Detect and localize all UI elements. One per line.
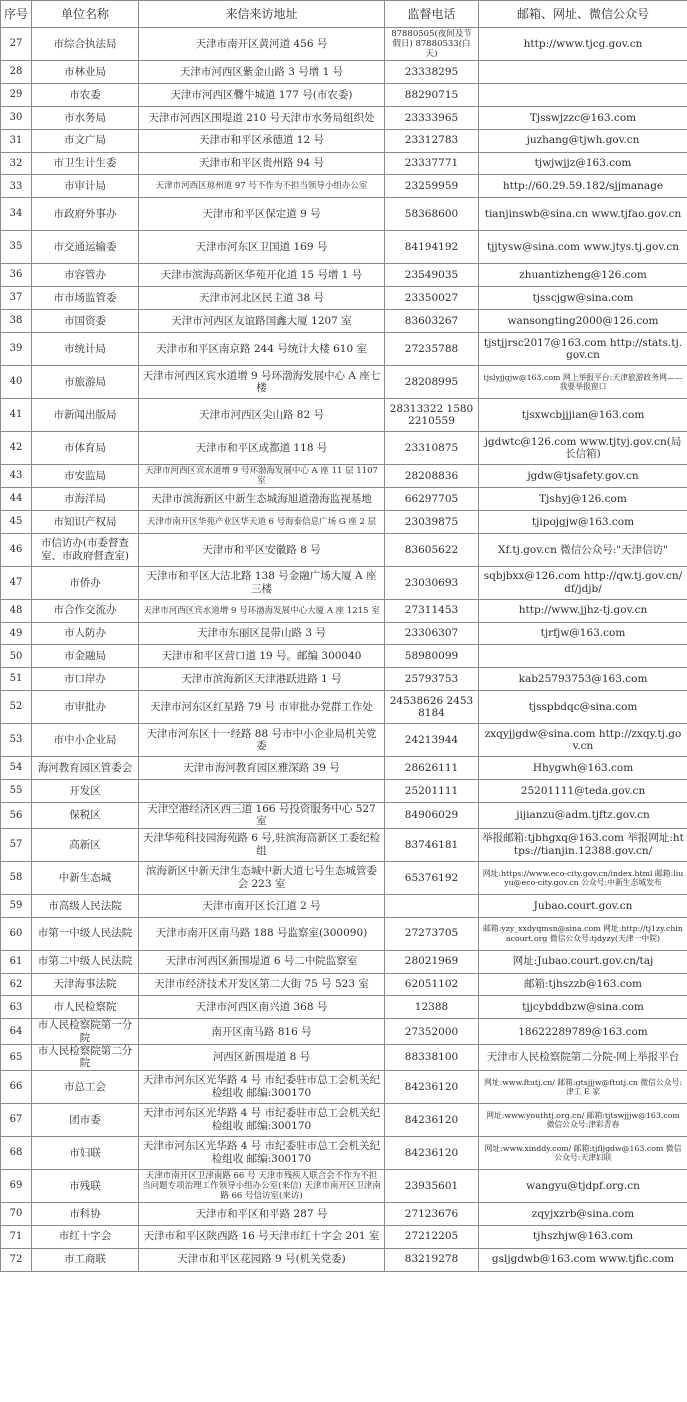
table-row [1,973,687,996]
table-row [1,780,687,803]
row-contact: 网址:www.ftutj.cn/ 邮箱:gtsjjjw@ftutj.cn 微信公众号:津工 E 家 [479,1070,687,1103]
row-index: 47 [1,566,32,599]
row-contact: 天津市人民检察院第二分院-网上举报平台 [479,1045,687,1071]
table-row [1,1136,687,1169]
table-row [1,861,687,894]
row-address: 天津市河西区宾水道增 9 号环渤海发展中心 A 座 11 层 1107 室 [139,465,385,488]
table-row [1,757,687,780]
row-address: 天津市和平区花园路 9 号(机关党委) [139,1248,385,1271]
row-index: 54 [1,757,32,780]
row-index: 37 [1,287,32,310]
row-address: 天津市河西区琼州道 97 号不作为不担当领导小组办公室 [139,175,385,198]
row-phone: 84194192 [385,231,479,264]
table-row [1,1103,687,1136]
row-address: 天津市南开区卫津南路 66 号 天津市残疾人联合会不作为不担当问题专项治理工作领导小组办公室(来信) 天津市南开区卫津南路 66 号信访室(来访) [139,1169,385,1202]
row-address: 天津市河东区光华路 4 号 市纪委驻市总工会机关纪检组收 邮编:300170 [139,1103,385,1136]
row-phone: 62051102 [385,973,479,996]
row-index: 45 [1,510,32,533]
row-phone: 28208836 [385,465,479,488]
row-index: 32 [1,152,32,175]
row-address: 天津市海河教育园区雅深路 39 号 [139,757,385,780]
table-row [1,287,687,310]
row-phone: 66297705 [385,487,479,510]
table-row [1,668,687,691]
row-unit-name: 市知识产权局 [32,510,139,533]
table-row [1,333,687,366]
row-index: 48 [1,599,32,622]
table-row [1,691,687,724]
row-contact: zqyjxzrb@sina.com [479,1202,687,1225]
row-phone: 24538626 24538184 [385,691,479,724]
row-contact: tjhszhjw@163.com [479,1225,687,1248]
row-unit-name: 市综合执法局 [32,28,139,61]
table-row [1,129,687,152]
table-row [1,432,687,465]
row-index: 44 [1,487,32,510]
row-index: 59 [1,894,32,917]
table-row [1,1070,687,1103]
table-row [1,1045,687,1071]
row-contact: tjsspbdqc@sina.com [479,691,687,724]
table-row [1,152,687,175]
row-index: 42 [1,432,32,465]
row-index: 61 [1,950,32,973]
row-contact: 网址:Jubao.court.gov.cn/taj [479,950,687,973]
row-phone: 83605622 [385,533,479,566]
row-contact: jgdw@tjsafety.gov.cn [479,465,687,488]
row-phone: 88290715 [385,83,479,106]
row-unit-name: 市国资委 [32,310,139,333]
row-contact: Tjshyj@126.com [479,487,687,510]
table-row [1,510,687,533]
row-phone: 23030693 [385,566,479,599]
row-unit-name: 市安监局 [32,465,139,488]
row-phone: 28208995 [385,366,479,399]
row-contact [479,645,687,668]
row-phone: 23312783 [385,129,479,152]
row-index: 70 [1,1202,32,1225]
row-address: 天津市和平区大沽北路 138 号金融广场大厦 A 座三楼 [139,566,385,599]
row-index: 64 [1,1019,32,1045]
row-unit-name: 市高级人民法院 [32,894,139,917]
row-address: 河西区新围堤道 8 号 [139,1045,385,1071]
row-unit-name: 市交通运输委 [32,231,139,264]
row-contact: tianjinswb@sina.cn www.tjfao.gov.cn [479,198,687,231]
row-unit-name: 市残联 [32,1169,139,1202]
row-phone: 58368600 [385,198,479,231]
row-index: 39 [1,333,32,366]
row-address: 天津市南开区华苑产业区华天道 6 号海泰信息广场 G 座 2 层 [139,510,385,533]
row-address: 天津市东丽区昆带山路 3 号 [139,622,385,645]
row-address: 天津市河西区南兴道 368 号 [139,996,385,1019]
row-index: 65 [1,1045,32,1071]
row-contact: http://www.tjcg.gov.cn [479,28,687,61]
row-contact: 25201111@teda.gov.cn [479,780,687,803]
row-index: 69 [1,1169,32,1202]
table-row [1,61,687,84]
row-address: 天津市和平区安徽路 8 号 [139,533,385,566]
row-phone: 23338295 [385,61,479,84]
row-contact: Jubao.court.gov.cn [479,894,687,917]
row-contact: tjrfjw@163.com [479,622,687,645]
row-unit-name: 市妇联 [32,1136,139,1169]
row-address: 天津市和平区承德道 12 号 [139,129,385,152]
row-contact: tjstjjrsc2017@163.com http://stats.tj.gov.cn [479,333,687,366]
row-index: 71 [1,1225,32,1248]
row-address: 天津市河西区紫金山路 3 号增 1 号 [139,61,385,84]
row-phone: 88338100 [385,1045,479,1071]
table-row [1,1019,687,1045]
row-index: 57 [1,828,32,861]
row-address: 滨海新区中新天津生态城中新大道七号生态城管委会 223 室 [139,861,385,894]
row-index: 27 [1,28,32,61]
table-row [1,724,687,757]
header-phone: 监督电话 [385,1,479,28]
header-address: 来信来访地址 [139,1,385,28]
row-contact: tjsscjgw@sina.com [479,287,687,310]
row-phone: 84906029 [385,803,479,829]
row-address: 天津市和平区贵州路 94 号 [139,152,385,175]
row-contact: Tjsswjzzc@163.com [479,106,687,129]
row-contact: 邮箱:tjhszzb@163.com [479,973,687,996]
table-row [1,894,687,917]
row-unit-name: 市审批办 [32,691,139,724]
row-contact [479,83,687,106]
row-contact: zxqyjjgdw@sina.com http://zxqy.tj.gov.cn [479,724,687,757]
table-row [1,264,687,287]
row-contact: 举报邮箱:tjbhgxq@163.com 举报网址:https://tianjin.12388.gov.cn/ [479,828,687,861]
table-row [1,828,687,861]
row-unit-name: 市人防办 [32,622,139,645]
table-row [1,533,687,566]
row-phone: 28626111 [385,757,479,780]
row-phone: 27123676 [385,1202,479,1225]
table-row [1,231,687,264]
row-index: 36 [1,264,32,287]
row-unit-name: 市合作交流办 [32,599,139,622]
table-row [1,996,687,1019]
row-address: 天津市河西区友谊路国鑫大厦 1207 室 [139,310,385,333]
row-index: 52 [1,691,32,724]
row-unit-name: 市审计局 [32,175,139,198]
row-unit-name: 市人民检察院第一分院 [32,1019,139,1045]
row-index: 72 [1,1248,32,1271]
row-phone: 27235788 [385,333,479,366]
table-row [1,28,687,61]
table-row [1,803,687,829]
row-unit-name: 保税区 [32,803,139,829]
row-contact: tjsxwcbjjjian@163.com [479,399,687,432]
row-contact: http://www.jjhz-tj.gov.cn [479,599,687,622]
row-unit-name: 市工商联 [32,1248,139,1271]
table-row [1,1169,687,1202]
row-contact: tjwjwjjz@163.com [479,152,687,175]
row-contact: 网址:www.youthtj.org.cn/ 邮箱:tjtswjjjw@163.com 微信公众号:津彩青春 [479,1103,687,1136]
table-row [1,599,687,622]
row-contact: wangyu@tjdpf.org.cn [479,1169,687,1202]
row-unit-name: 市政府外事办 [32,198,139,231]
row-index: 58 [1,861,32,894]
row-unit-name: 市旅游局 [32,366,139,399]
row-index: 35 [1,231,32,264]
row-phone: 23333965 [385,106,479,129]
row-unit-name: 市侨办 [32,566,139,599]
row-contact: 网址:https://www.eco-city.gov.cn/index.html 邮箱:liuyu@eco-city.gov.cn 公众号:中新生态城发布 [479,861,687,894]
row-index: 31 [1,129,32,152]
table-row [1,1248,687,1271]
row-unit-name: 市金融局 [32,645,139,668]
row-address: 天津市河西区尖山路 82 号 [139,399,385,432]
row-phone: 23310875 [385,432,479,465]
row-unit-name: 市信访办(市委督查室、市政府督查室) [32,533,139,566]
row-phone: 23259959 [385,175,479,198]
row-address: 天津市河西区围堤道 210 号天津市水务局组织处 [139,106,385,129]
row-address: 天津空港经济区西三道 166 号投资服务中心 527 室 [139,803,385,829]
row-contact: gsljgdwb@163.com www.tjfic.com [479,1248,687,1271]
row-address: 天津市河东区光华路 4 号 市纪委驻市总工会机关纪检组收 邮编:300170 [139,1136,385,1169]
row-address: 天津市和平区和平路 287 号 [139,1202,385,1225]
row-unit-name: 市第一中级人民法院 [32,917,139,950]
row-contact: tjjtysw@sina.com www.jtys.tj.gov.cn [479,231,687,264]
row-index: 38 [1,310,32,333]
row-index: 29 [1,83,32,106]
row-address: 天津市经济技术开发区第二大街 75 号 523 室 [139,973,385,996]
row-phone: 83219278 [385,1248,479,1271]
row-phone: 58980099 [385,645,479,668]
row-index: 62 [1,973,32,996]
row-address [139,780,385,803]
row-unit-name: 市林业局 [32,61,139,84]
row-unit-name: 天津海事法院 [32,973,139,996]
row-address: 南开区南马路 816 号 [139,1019,385,1045]
row-contact: tjipojgjw@163.com [479,510,687,533]
row-phone [385,894,479,917]
row-phone: 23039875 [385,510,479,533]
row-address: 天津市和平区南京路 244 号统计大楼 610 室 [139,333,385,366]
row-contact: juzhang@tjwh.gov.cn [479,129,687,152]
row-phone: 28313322 15802210559 [385,399,479,432]
row-index: 55 [1,780,32,803]
row-unit-name: 市新闻出版局 [32,399,139,432]
row-index: 33 [1,175,32,198]
row-index: 46 [1,533,32,566]
row-address: 天津市南开区黄河道 456 号 [139,28,385,61]
table-row [1,198,687,231]
row-unit-name: 市水务局 [32,106,139,129]
row-unit-name: 市总工会 [32,1070,139,1103]
row-phone: 28021969 [385,950,479,973]
row-unit-name: 市统计局 [32,333,139,366]
row-index: 51 [1,668,32,691]
row-address: 天津市滨海高新区华苑开化道 15 号增 1 号 [139,264,385,287]
row-phone: 25201111 [385,780,479,803]
table-row [1,917,687,950]
row-phone: 25793753 [385,668,479,691]
row-index: 68 [1,1136,32,1169]
row-phone: 23306307 [385,622,479,645]
row-address: 天津市和平区陕西路 16 号天津市红十字会 201 室 [139,1225,385,1248]
row-phone: 23935601 [385,1169,479,1202]
row-phone: 83603267 [385,310,479,333]
row-unit-name: 市体育局 [32,432,139,465]
row-contact [479,61,687,84]
row-unit-name: 开发区 [32,780,139,803]
row-index: 30 [1,106,32,129]
row-index: 60 [1,917,32,950]
row-contact: http://60.29.59.182/sjjmanage [479,175,687,198]
row-index: 50 [1,645,32,668]
row-index: 41 [1,399,32,432]
row-contact: zhuantizheng@126.com [479,264,687,287]
row-unit-name: 市市场监管委 [32,287,139,310]
row-address: 天津市河西区新围堤道 6 号二中院监察室 [139,950,385,973]
row-phone: 23350027 [385,287,479,310]
row-unit-name: 市海洋局 [32,487,139,510]
row-unit-name: 团市委 [32,1103,139,1136]
row-phone: 27311453 [385,599,479,622]
row-phone: 23549035 [385,264,479,287]
table-row [1,465,687,488]
row-phone: 84236120 [385,1070,479,1103]
row-address: 天津市滨海新区中新生态城海旭道渤海监视基地 [139,487,385,510]
row-contact: 18622289789@163.com [479,1019,687,1045]
row-index: 49 [1,622,32,645]
row-unit-name: 市红十字会 [32,1225,139,1248]
row-address: 天津华苑科技园海苑路 6 号,驻滨海高新区工委纪检组 [139,828,385,861]
row-address: 天津市滨海新区天津港跃进路 1 号 [139,668,385,691]
row-phone: 27352000 [385,1019,479,1045]
row-phone: 12388 [385,996,479,1019]
row-unit-name: 中新生态城 [32,861,139,894]
row-contact: Xf.tj.gov.cn 微信公众号:"天津信访" [479,533,687,566]
row-index: 56 [1,803,32,829]
row-index: 67 [1,1103,32,1136]
row-index: 43 [1,465,32,488]
row-unit-name: 市农委 [32,83,139,106]
row-unit-name: 海河教育园区管委会 [32,757,139,780]
row-address: 天津市和平区保定道 9 号 [139,198,385,231]
table-body [1,28,687,1272]
row-phone: 24213944 [385,724,479,757]
row-phone: 83746181 [385,828,479,861]
table-row [1,487,687,510]
row-contact: 网址:www.xinddy.com/ 邮箱:tjfljgdw@163.com 微信公众号:天津妇联 [479,1136,687,1169]
row-contact: tjjcybddbzw@sina.com [479,996,687,1019]
row-phone: 84236120 [385,1136,479,1169]
row-address: 天津市河西区宾水道增 9 号环渤海发展中心大厦 A 座 1215 室 [139,599,385,622]
row-unit-name: 市容管办 [32,264,139,287]
row-unit-name: 市口岸办 [32,668,139,691]
row-address: 天津市和平区成都道 118 号 [139,432,385,465]
row-index: 40 [1,366,32,399]
row-phone: 27273705 [385,917,479,950]
row-address: 天津市河西区宾水道增 9 号环渤海发展中心 A 座七楼 [139,366,385,399]
row-index: 34 [1,198,32,231]
row-unit-name: 高新区 [32,828,139,861]
row-contact: 邮箱:yzy_xxdyqmsn@sina.com 网址:http://tj1zy.chinacourt.org 微信公众号:tjdyzy(天津一中院) [479,917,687,950]
row-phone: 27212205 [385,1225,479,1248]
row-address: 天津市河东区红星路 79 号 市审批办党群工作处 [139,691,385,724]
row-phone: 65376192 [385,861,479,894]
row-unit-name: 市卫生计生委 [32,152,139,175]
row-contact: wansongting2000@126.com [479,310,687,333]
row-contact: kab25793753@163.com [479,668,687,691]
row-contact: Hhygwh@163.com [479,757,687,780]
row-index: 28 [1,61,32,84]
table-row [1,645,687,668]
row-unit-name: 市第二中级人民法院 [32,950,139,973]
header-unit-name: 单位名称 [32,1,139,28]
row-address: 天津市南开区南马路 188 号监察室(300090) [139,917,385,950]
row-contact: tjslyjjgjw@163.com 网上举报平台:天津旅游政务网——我要举报窗口 [479,366,687,399]
row-address: 天津市和平区营口道 19 号。邮编 300040 [139,645,385,668]
table-row [1,950,687,973]
table-row [1,399,687,432]
table-row [1,1202,687,1225]
row-unit-name: 市人民检察院第二分院 [32,1045,139,1071]
row-phone: 23337771 [385,152,479,175]
header-index: 序号 [1,1,32,28]
row-contact: jijianzu@adm.tjftz.gov.cn [479,803,687,829]
row-unit-name: 市文广局 [32,129,139,152]
table-row [1,566,687,599]
row-address: 天津市南开区长江道 2 号 [139,894,385,917]
row-address: 天津市河东区光华路 4 号 市纪委驻市总工会机关纪检组收 邮编:300170 [139,1070,385,1103]
table-row [1,622,687,645]
row-address: 天津市河东区十一经路 88 号市中小企业局机关党委 [139,724,385,757]
table-row [1,366,687,399]
header-row [1,1,687,28]
table-row [1,106,687,129]
row-contact: sqbjbxx@126.com http://qw.tj.gov.cn/df/jdjb/ [479,566,687,599]
row-index: 53 [1,724,32,757]
row-unit-name: 市科协 [32,1202,139,1225]
row-contact: jgdwtc@126.com www.tjtyj.gov.cn(局长信箱) [479,432,687,465]
row-index: 66 [1,1070,32,1103]
header-contact: 邮箱、网址、微信公众号 [479,1,687,28]
table-row [1,175,687,198]
table-row [1,1225,687,1248]
table-row [1,310,687,333]
row-address: 天津市河北区民主道 38 号 [139,287,385,310]
row-phone: 87880505(夜间及节假日) 87880533(白天) [385,28,479,61]
row-phone: 84236120 [385,1103,479,1136]
row-address: 天津市河西区爨牛城道 177 号(市农委) [139,83,385,106]
row-index: 63 [1,996,32,1019]
row-unit-name: 市中小企业局 [32,724,139,757]
row-unit-name: 市人民检察院 [32,996,139,1019]
table-row [1,83,687,106]
row-address: 天津市河东区卫国道 169 号 [139,231,385,264]
